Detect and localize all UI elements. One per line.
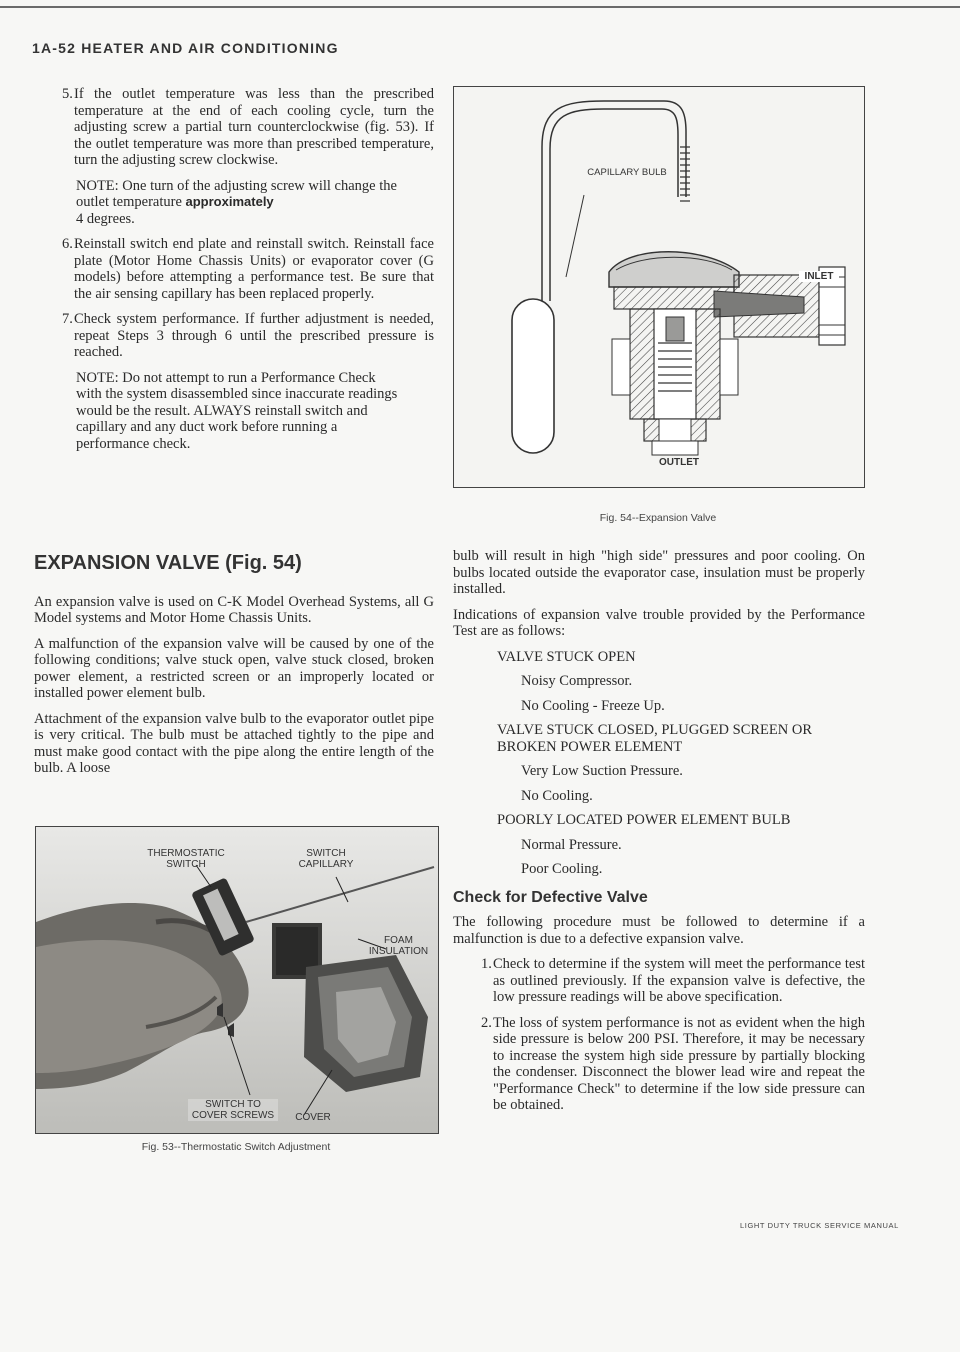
check-step-1: 1. Check to determine if the system will meet the performance test as outlined previously. If the expansion valve is defective, the low pressure readings will be above specification.: [481, 956, 865, 1005]
figure-54-caption: Fig. 54--Expansion Valve: [599, 512, 717, 524]
left-column-lower: [34, 552, 434, 786]
label-cover: COVER: [295, 1112, 331, 1123]
subsection-heading: Check for Defective Valve: [453, 888, 648, 906]
expansion-valve-diagram: [454, 87, 864, 487]
label-outlet: OUTLET: [659, 457, 699, 468]
figure-53: [35, 826, 439, 1134]
step-7: 7. Check system performance. If further adjustment is needed, repeat Steps 3 through 6 until the prescribed pressure is reached.: [62, 311, 434, 360]
page-footer: LIGHT DUTY TRUCK SERVICE MANUAL: [740, 1221, 899, 1230]
paragraph: A malfunction of the expansion valve will be caused by one of the following conditions; valve stuck open, valve stuck closed, broken power element, a restricted screen or an improperly located or installed power element bulb.: [34, 635, 434, 701]
figure-54: [453, 86, 865, 488]
condition-3: POORLY LOCATED POWER ELEMENT BULB: [497, 812, 791, 828]
step-5: 5. If the outlet temperature was less than the prescribed temperature at the end of each cooling cycle, turn the adjusting screw a partial turn counterclockwise (fig. 53). If the outlet temperature was more than prescribed temperature, turn the adjusting screw clockwise.: [62, 86, 434, 168]
thermostatic-switch-photo: [36, 827, 438, 1133]
label-switch-screws: SWITCH TO COVER SCREWS: [188, 1099, 278, 1121]
page-header: 1A-52 HEATER AND AIR CONDITIONING: [32, 40, 339, 56]
figure-53-caption: Fig. 53--Thermostatic Switch Adjustment: [141, 1141, 331, 1153]
label-capillary-bulb: CAPILLARY BULB: [587, 167, 667, 178]
condition-1-symptom: No Cooling - Freeze Up.: [521, 697, 665, 714]
note-1: NOTE: One turn of the adjusting screw will change the outlet temperature approximately 4 degrees.: [76, 177, 397, 227]
condition-1: VALVE STUCK OPEN: [497, 648, 636, 665]
step-6: 6. Reinstall switch end plate and reinstall switch. Reinstall face plate (Motor Home Chassis Units) or evaporator cover (G models) before attempting a performance test. Be sure that the air sensing capillary has been replaced properly.: [62, 236, 434, 302]
condition-2: VALVE STUCK CLOSED, PLUGGED SCREEN OR BROKEN POWER ELEMENT: [497, 722, 813, 755]
paragraph: Indications of expansion valve trouble provided by the Performance Test are as follows:: [453, 606, 865, 639]
paragraph: An expansion valve is used on C-K Model Overhead Systems, all G Model systems and Motor Home Chassis Units.: [34, 593, 434, 626]
check-step-2: 2. The loss of system performance is not as evident when the high side pressure is below 200 PSI. Therefore, it may be necessary to increase the system high side pressure by partially blocking the condenser. Disconnect the blower lead wire and repeat the "Performance Check" to determine if the low side pressure can be obtained.: [481, 1014, 865, 1113]
label-switch-capillary: SWITCH CAPILLARY: [298, 848, 354, 870]
section-heading: EXPANSION VALVE (Fig. 54): [34, 552, 302, 574]
label-foam-insulation: FOAM INSULATION: [368, 935, 429, 957]
right-column: [453, 548, 865, 1123]
left-column: [34, 86, 434, 461]
label-inlet: INLET: [799, 271, 839, 282]
condition-1-symptom: Noisy Compressor.: [521, 673, 633, 689]
paragraph: bulb will result in high "high side" pressures and poor cooling. On bulbs located outside the evaporator case, insulation must be properly installed.: [453, 548, 865, 597]
paragraph: The following procedure must be followed to determine if a malfunction is due to a defective expansion valve.: [453, 914, 865, 947]
condition-3-symptom: Poor Cooling.: [521, 861, 603, 877]
condition-2-symptom: No Cooling.: [521, 787, 593, 804]
top-rule: [0, 6, 960, 8]
condition-2-symptom: Very Low Suction Pressure.: [521, 763, 683, 779]
label-thermostatic-switch: THERMOSTATIC SWITCH: [147, 848, 225, 870]
condition-3-symptom: Normal Pressure.: [521, 836, 622, 853]
note-2: NOTE: Do not attempt to run a Performance Check with the system disassembled since inaccurate readings would be the result. ALWAYS reinstall switch and capillary and any duct work before running a performance check.: [76, 369, 398, 452]
paragraph: Attachment of the expansion valve bulb to the evaporator outlet pipe is very critical. The bulb must be attached tightly to the pipe and must make good contact with the pipe along the entire length of the bulb. A loose: [34, 710, 434, 776]
